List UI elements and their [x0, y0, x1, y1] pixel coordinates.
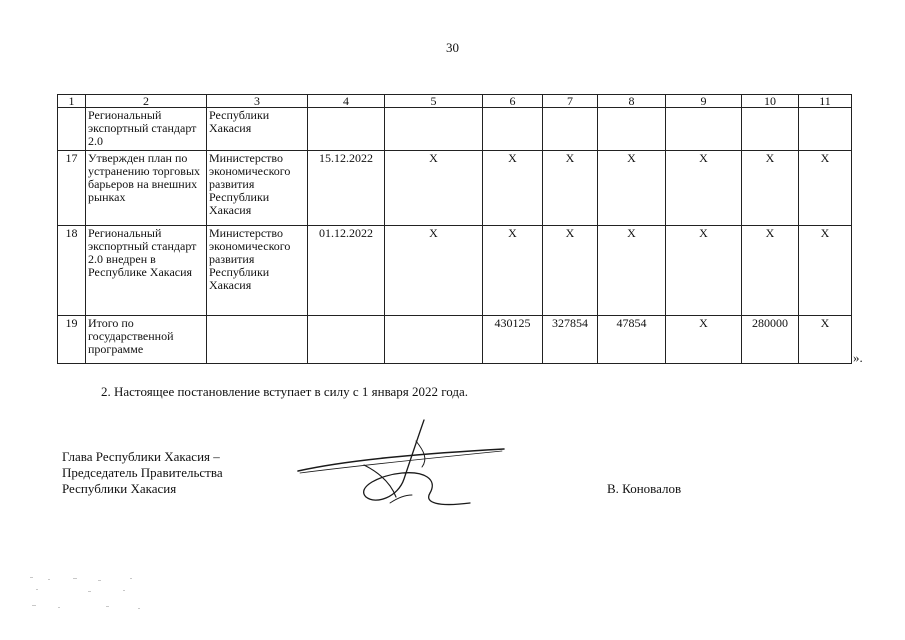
table-cell: X — [385, 151, 483, 226]
scan-artifacts — [28, 575, 148, 615]
result-name: Утвержден план по устранению торговых барьеров на внешних рынках — [86, 151, 207, 226]
responsible-executor: Республики Хакасия — [207, 108, 308, 151]
signatory-title — [62, 449, 223, 497]
column-header: 7 — [543, 95, 598, 108]
table-cell: X — [742, 151, 799, 226]
row-number: 17 — [58, 151, 86, 226]
table-cell: 327854 — [543, 316, 598, 364]
table-row — [58, 108, 852, 151]
table-cell — [385, 108, 483, 151]
column-header: 9 — [666, 95, 742, 108]
table-cell: 47854 — [598, 316, 666, 364]
table-cell — [666, 108, 742, 151]
table-header-row — [58, 95, 852, 108]
table-row — [58, 151, 852, 226]
column-header: 6 — [483, 95, 543, 108]
table-cell: X — [666, 151, 742, 226]
column-header: 4 — [308, 95, 385, 108]
table-cell: X — [666, 316, 742, 364]
responsible-executor: Министерство экономического развития Республики Хакасия — [207, 226, 308, 316]
column-header: 11 — [799, 95, 852, 108]
table-cell: X — [598, 226, 666, 316]
column-header: 3 — [207, 95, 308, 108]
column-header: 2 — [86, 95, 207, 108]
program-table — [57, 94, 852, 364]
table-cell: X — [543, 151, 598, 226]
signatory-title-line: Глава Республики Хакасия – — [62, 449, 220, 464]
table-cell: X — [598, 151, 666, 226]
signatory-name: В. Коновалов — [607, 481, 682, 496]
responsible-executor: Министерство экономического развития Республики Хакасия — [207, 151, 308, 226]
table-cell: X — [742, 226, 799, 316]
signatory-title-line: Республики Хакасия — [62, 481, 177, 496]
row-number: 18 — [58, 226, 86, 316]
table-cell: X — [483, 151, 543, 226]
result-name: Итого по государственной программе — [86, 316, 207, 364]
table-cell — [799, 108, 852, 151]
deadline-date — [308, 316, 385, 364]
table-cell: 430125 — [483, 316, 543, 364]
column-header: 10 — [742, 95, 799, 108]
row-number: 19 — [58, 316, 86, 364]
table-cell — [483, 108, 543, 151]
table-cell — [385, 316, 483, 364]
row-number — [58, 108, 86, 151]
table-row — [58, 316, 852, 364]
table-cell — [598, 108, 666, 151]
table-cell: X — [543, 226, 598, 316]
table-cell — [742, 108, 799, 151]
column-header: 1 — [58, 95, 86, 108]
table-cell: X — [799, 226, 852, 316]
table-cell: X — [799, 316, 852, 364]
table-cell: X — [799, 151, 852, 226]
closing-quote: ». — [853, 350, 863, 365]
table-row — [58, 226, 852, 316]
clause-2: 2. Настоящее постановление вступает в силу с 1 января 2022 года. — [101, 384, 469, 399]
deadline-date: 01.12.2022 — [308, 226, 385, 316]
deadline-date — [308, 108, 385, 151]
table-cell: X — [666, 226, 742, 316]
handwritten-signature — [292, 415, 522, 515]
responsible-executor — [207, 316, 308, 364]
result-name: Региональный экспортный стандарт 2.0 — [86, 108, 207, 151]
signatory-title-line: Председатель Правительства — [62, 465, 223, 480]
table-cell: X — [483, 226, 543, 316]
result-name: Региональный экспортный стандарт 2.0 внедрен в Республике Хакасия — [86, 226, 207, 316]
column-header: 5 — [385, 95, 483, 108]
deadline-date: 15.12.2022 — [308, 151, 385, 226]
table-cell: X — [385, 226, 483, 316]
table-cell — [543, 108, 598, 151]
table-cell: 280000 — [742, 316, 799, 364]
column-header: 8 — [598, 95, 666, 108]
page-number: 30 — [446, 40, 459, 55]
